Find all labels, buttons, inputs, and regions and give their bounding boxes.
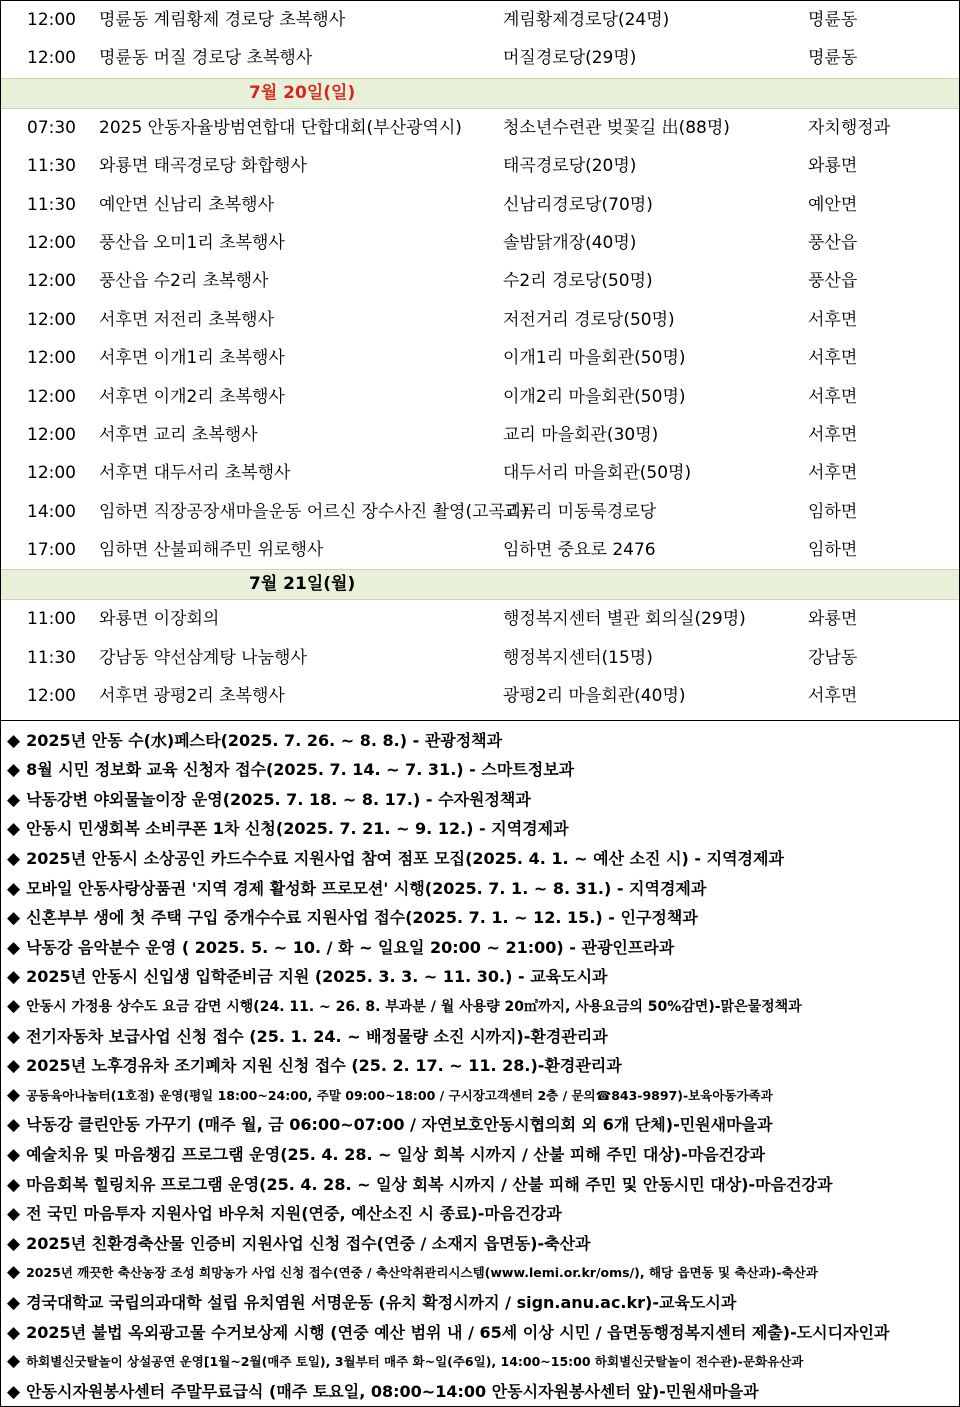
event-title: 임하면 직장공장새마을운동 어르신 장수사진 촬영(고곡리) [99, 501, 529, 522]
notice-item [1, 962, 959, 992]
event-department: 서후면 [808, 309, 858, 330]
event-time: 12:00 [27, 424, 76, 445]
event-place: 머질경로당(29명) [503, 48, 637, 69]
event-place: 행정복지센터 별관 회의실(29명) [503, 609, 746, 630]
schedule-row [1, 339, 959, 377]
event-department: 임하면 [808, 501, 858, 522]
notice-item [1, 1051, 959, 1081]
event-title: 서후면 저전리 초복행사 [99, 309, 275, 330]
diamond-bullet-icon: ◆ [7, 819, 21, 840]
diamond-bullet-icon: ◆ [7, 1233, 21, 1254]
diamond-bullet-icon: ◆ [7, 1262, 21, 1283]
notice-item [1, 755, 959, 785]
notice-item [1, 1022, 959, 1052]
event-time: 12:00 [27, 348, 76, 369]
notice-text: 2025년 불법 옥외광고물 수거보상제 시행 (연중 예산 범위 내 / 65세 이상 시민 / 읍면동행정복지센터 제출)-도시디자인과 [26, 1322, 890, 1342]
diamond-bullet-icon: ◆ [7, 878, 21, 899]
notice-text: 모바일 안동사랑상품권 '지역 경제 활성화 프로모션' 시행(2025. 7. 1. ~ 8. 31.) - 지역경제과 [26, 878, 707, 898]
event-title: 서후면 대두서리 초복행사 [99, 463, 291, 484]
event-title: 명륜동 계림황제 경로당 초복행사 [99, 10, 346, 30]
notice-text: 안동시 가정용 상수도 요금 감면 시행(24. 11. ~ 26. 8. 부과분 / 월 사용량 20㎥까지, 사용요금의 50%감면)-맑은물정책과 [26, 998, 802, 1015]
notice-item [1, 874, 959, 904]
event-department: 와룡면 [808, 609, 858, 630]
schedule-row [1, 1, 959, 39]
notice-text: 낙동강 음악분수 운영 ( 2025. 5. ~ 10. / 화 ~ 일요일 20:00 ~ 21:00) - 관광인프라과 [26, 937, 675, 957]
notice-item [1, 1110, 959, 1140]
notice-text: 낙동강 클린안동 가꾸기 (매주 월, 금 06:00~07:00 / 자연보호안동시협의회 외 6개 단체)-민원새마을과 [26, 1115, 773, 1135]
notice-item [1, 1288, 959, 1318]
event-title: 2025 안동자율방범연합대 단합대회(부산광역시) [99, 117, 462, 138]
notice-text: 2025년 안동 수(水)페스타(2025. 7. 26. ~ 8. 8.) - 관광정책과 [26, 730, 503, 750]
notice-text: 전 국민 마음투자 지원사업 바우처 지원(연중, 예산소진 시 종료)-마음건강과 [26, 1204, 562, 1224]
event-time: 12:00 [27, 686, 76, 707]
notice-text: 신혼부부 생에 첫 주택 구입 중개수수료 지원사업 접수(2025. 7. 1. ~ 12. 15.) - 인구정책과 [26, 908, 698, 928]
event-department: 서후면 [808, 424, 858, 445]
event-place: 광평2리 마을회관(40명) [503, 686, 686, 707]
schedule-row [1, 493, 959, 531]
diamond-bullet-icon: ◆ [7, 1292, 21, 1313]
diamond-bullet-icon: ◆ [7, 1084, 21, 1105]
schedule-row [1, 224, 959, 262]
event-title: 서후면 이개2리 초복행사 [99, 386, 285, 407]
diamond-bullet-icon: ◆ [7, 995, 21, 1016]
diamond-bullet-icon: ◆ [7, 967, 21, 988]
diamond-bullet-icon: ◆ [7, 1144, 21, 1165]
schedule-row [1, 639, 959, 677]
date-label: 7월 21일(월) [249, 574, 356, 595]
schedule-row [1, 109, 959, 147]
schedule-row [1, 531, 959, 569]
event-place: 이개1리 마을회관(50명) [503, 348, 686, 369]
event-place: 고곡리 미동룩경로당 [503, 501, 657, 522]
event-time: 07:30 [27, 117, 76, 138]
schedule-row [1, 378, 959, 416]
notice-item [1, 1170, 959, 1200]
schedule-row [1, 677, 959, 715]
event-department: 자치행정과 [808, 117, 891, 138]
schedule-table [1, 1, 959, 716]
event-title: 풍산읍 수2리 초복행사 [99, 271, 269, 292]
event-time: 12:00 [27, 10, 76, 30]
schedule-row [1, 454, 959, 492]
event-time: 12:00 [27, 48, 76, 69]
notice-item [1, 1258, 959, 1288]
event-place: 이개2리 마을회관(50명) [503, 386, 686, 407]
event-time: 12:00 [27, 232, 76, 253]
event-department: 풍산읍 [808, 271, 858, 292]
notice-item [1, 844, 959, 874]
diamond-bullet-icon: ◆ [7, 760, 21, 781]
diamond-bullet-icon: ◆ [7, 1351, 21, 1372]
schedule-row [1, 262, 959, 300]
event-place: 태곡경로당(20명) [503, 156, 637, 177]
event-place: 행정복지센터(15명) [503, 647, 653, 668]
event-department: 서후면 [808, 348, 858, 369]
event-department: 와룡면 [808, 156, 858, 177]
event-department: 임하면 [808, 540, 858, 561]
date-label: 7월 20일(일) [249, 82, 356, 103]
event-title: 와룡면 태곡경로당 화합행사 [99, 156, 307, 177]
schedule-row [1, 147, 959, 185]
event-place: 저전거리 경로당(50명) [503, 309, 675, 330]
notice-list [1, 721, 959, 1407]
event-place: 교리 마을회관(30명) [503, 424, 659, 445]
notice-text: 8월 시민 정보화 교육 신청자 접수(2025. 7. 14. ~ 7. 31.) - 스마트정보과 [26, 760, 575, 780]
notice-text: 2025년 깨끗한 축산농장 조성 희망농가 사업 신청 접수(연중 / 축산악취관리시스템(www.lemi.or.kr/oms/), 해당 읍면동 및 축산과)-축산과 [26, 1265, 818, 1281]
notice-item [1, 1377, 959, 1407]
schedule-row [1, 301, 959, 339]
event-time: 11:00 [27, 609, 76, 630]
notice-item [1, 1081, 959, 1111]
event-title: 와룡면 이장회의 [99, 609, 220, 630]
schedule-row [1, 186, 959, 224]
notice-text: 마음회복 힐링치유 프로그램 운영(25. 4. 28. ~ 일상 회복 시까지 / 산불 피해 주민 및 안동시민 대상)-마음건강과 [26, 1174, 833, 1194]
notice-text: 하회별신굿탈놀이 상설공연 운영[1월~2월(매주 토일), 3월부터 매주 화~일(주6일), 14:00~15:00 하회별신굿탈놀이 전수관)-문화유산과 [26, 1354, 804, 1370]
notice-text: 경국대학교 국립의과대학 설립 유치염원 서명운동 (유치 확정시까지 / sign.anu.ac.kr)-교육도시과 [26, 1292, 737, 1312]
event-time: 11:30 [27, 156, 76, 177]
diamond-bullet-icon: ◆ [7, 789, 21, 810]
notice-text: 낙동강변 야외물놀이장 운영(2025. 7. 18. ~ 8. 17.) - 수자원정책과 [26, 789, 531, 809]
notice-text: 2025년 안동시 신입생 입학준비금 지원 (2025. 3. 3. ~ 11. 30.) - 교육도시과 [26, 967, 608, 987]
event-department: 서후면 [808, 463, 858, 484]
event-place: 수2리 경로당(50명) [503, 271, 653, 292]
diamond-bullet-icon: ◆ [7, 849, 21, 870]
notice-item [1, 785, 959, 815]
notice-item [1, 1229, 959, 1259]
event-place: 대두서리 마을회관(50명) [503, 463, 692, 484]
diamond-bullet-icon: ◆ [7, 1026, 21, 1047]
event-place: 임하면 중요로 2476 [503, 540, 656, 561]
event-time: 11:30 [27, 647, 76, 668]
notice-item [1, 1140, 959, 1170]
diamond-bullet-icon: ◆ [7, 1204, 21, 1225]
notice-item [1, 1318, 959, 1348]
schedule-row [1, 416, 959, 454]
event-time: 17:00 [27, 540, 76, 561]
event-title: 임하면 산불피해주민 위로행사 [99, 540, 324, 561]
notice-item [1, 903, 959, 933]
diamond-bullet-icon: ◆ [7, 1322, 21, 1343]
notice-item [1, 992, 959, 1022]
diamond-bullet-icon: ◆ [7, 1056, 21, 1077]
event-department: 예안면 [808, 194, 858, 215]
event-place: 계림황제경로당(24명) [503, 10, 670, 30]
notice-text: 안동시자원봉사센터 주말무료급식 (매주 토요일, 08:00~14:00 안동시자원봉사센터 앞)-민원새마을과 [26, 1381, 759, 1401]
event-title: 명륜동 머질 경로당 초복행사 [99, 48, 313, 69]
event-time: 11:30 [27, 194, 76, 215]
notice-item [1, 814, 959, 844]
event-title: 강남동 약선삼계탕 나눔행사 [99, 647, 307, 668]
event-place: 청소년수련관 벚꽃길 出(88명) [503, 117, 730, 138]
event-department: 서후면 [808, 686, 858, 707]
event-time: 12:00 [27, 386, 76, 407]
event-title: 풍산읍 오미1리 초복행사 [99, 232, 285, 253]
notice-item [1, 1199, 959, 1229]
diamond-bullet-icon: ◆ [7, 908, 21, 929]
diamond-bullet-icon: ◆ [7, 1381, 21, 1402]
event-time: 12:00 [27, 309, 76, 330]
event-title: 예안면 신남리 초복행사 [99, 194, 275, 215]
event-time: 14:00 [27, 501, 76, 522]
event-title: 서후면 교리 초복행사 [99, 424, 258, 445]
event-department: 강남동 [808, 647, 858, 668]
event-title: 서후면 이개1리 초복행사 [99, 348, 285, 369]
notice-item [1, 726, 959, 756]
notice-item [1, 1347, 959, 1377]
schedule-row [1, 39, 959, 77]
event-place: 솔밤닭개장(40명) [503, 232, 637, 253]
event-department: 서후면 [808, 386, 858, 407]
notice-text: 예술치유 및 마음챙김 프로그램 운영(25. 4. 28. ~ 일상 회복 시까지 / 산불 피해 주민 대상)-마음건강과 [26, 1144, 766, 1164]
notice-item [1, 933, 959, 963]
event-department: 명륜동 [808, 48, 858, 69]
diamond-bullet-icon: ◆ [7, 1174, 21, 1195]
event-department: 풍산읍 [808, 232, 858, 253]
event-time: 12:00 [27, 463, 76, 484]
notice-text: 안동시 민생회복 소비쿠폰 1차 신청(2025. 7. 21. ~ 9. 12.) - 지역경제과 [26, 819, 569, 839]
diamond-bullet-icon: ◆ [7, 937, 21, 958]
diamond-bullet-icon: ◆ [7, 730, 21, 751]
event-place: 신남리경로당(70명) [503, 194, 653, 215]
notice-text: 전기자동차 보급사업 신청 접수 (25. 1. 24. ~ 배정물량 소진 시까지)-환경관리과 [26, 1026, 608, 1046]
date-header [1, 78, 959, 109]
event-department: 명륜동 [808, 10, 858, 30]
notice-text: 2025년 안동시 소상공인 카드수수료 지원사업 참여 점포 모집(2025. 4. 1. ~ 예산 소진 시) - 지역경제과 [26, 849, 784, 869]
schedule-row [1, 600, 959, 638]
diamond-bullet-icon: ◆ [7, 1115, 21, 1136]
notice-text: 2025년 친환경축산물 인증비 지원사업 신청 접수(연중 / 소재지 읍면동)-축산과 [26, 1233, 591, 1253]
notice-text: 2025년 노후경유차 조기폐차 지원 신청 접수 (25. 2. 17. ~ 11. 28.)-환경관리과 [26, 1056, 622, 1076]
event-time: 12:00 [27, 271, 76, 292]
notice-text: 공동육아나눔터(1호점) 운영(평일 18:00~24:00, 주말 09:00~18:00 / 구시장고객센터 2층 / 문의☎843-9897)-보육아동가족과 [26, 1087, 773, 1103]
date-header [1, 569, 959, 600]
event-title: 서후면 광평2리 초복행사 [99, 686, 285, 707]
